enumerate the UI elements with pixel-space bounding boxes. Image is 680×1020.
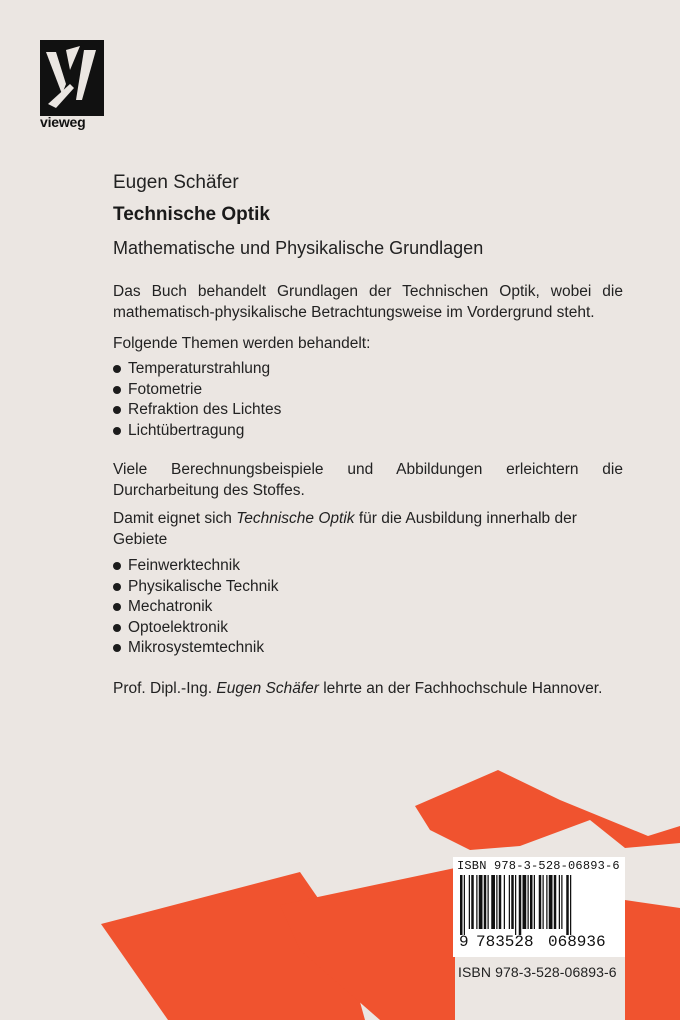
list-item: Mechatronik <box>113 597 278 618</box>
bullet-icon <box>113 603 121 611</box>
description-suitability: Damit eignet sich Technische Optik für die Ausbildung innerhalb der Gebiete <box>113 510 577 548</box>
list-item: Feinwerktechnik <box>113 556 278 577</box>
barcode-bar <box>534 875 535 929</box>
barcode-bar <box>476 875 477 929</box>
bullet-icon <box>113 365 121 373</box>
barcode-bar <box>515 875 516 935</box>
barcode-bar <box>539 875 542 929</box>
book-subtitle: Mathematische und Physikalische Grundlagen <box>113 238 484 258</box>
publisher-logo-text: vieweg <box>40 114 86 130</box>
barcode-bar <box>546 875 547 929</box>
bullet-icon <box>113 583 121 591</box>
barcode-bar <box>488 875 489 929</box>
book-title: Technische Optik <box>113 204 270 225</box>
barcode-bar <box>554 875 557 929</box>
list-item: Refraktion des Lichtes <box>113 400 281 421</box>
isbn-number: ISBN 978-3-528-06893-6 <box>458 964 617 980</box>
barcode-bar <box>469 875 470 929</box>
author-bio: Prof. Dipl.-Ing. Eugen Schäfer lehrte an der Fachhochschule Hannover. <box>113 680 603 697</box>
list-item: Optoelektronik <box>113 618 278 639</box>
barcode-isbn-top: ISBN 978-3-528-06893-6 <box>457 859 620 873</box>
bullet-icon <box>113 406 121 414</box>
topics-list <box>113 359 281 441</box>
barcode-bar <box>561 875 562 929</box>
topics-heading: Folgende Themen werden behandelt: <box>113 335 371 352</box>
barcode-bar <box>491 875 495 929</box>
ean-left-group: 783528 <box>476 933 534 951</box>
barcode-bar <box>570 875 571 935</box>
vieweg-logo-icon <box>40 40 104 116</box>
barcode-bar <box>496 875 497 929</box>
orange-shape-upper <box>415 770 680 850</box>
barcode-bar <box>471 875 474 929</box>
barcode-bar <box>543 875 544 929</box>
publisher-logo <box>40 40 104 116</box>
bullet-icon <box>113 427 121 435</box>
description-examples: Viele Berechnungsbeispiele und Abbildungen erleichtern die Durcharbeitung des Stoffes. <box>113 461 623 499</box>
barcode-icon <box>458 875 622 935</box>
barcode-bar <box>499 875 502 929</box>
barcode-bar <box>504 875 505 929</box>
barcode-bar <box>519 875 522 935</box>
list-item: Lichtübertragung <box>113 421 281 442</box>
book-author: Eugen Schäfer <box>113 172 239 193</box>
bullet-icon <box>113 624 121 632</box>
list-item: Fotometrie <box>113 380 281 401</box>
barcode-bar <box>566 875 569 935</box>
barcode-bar <box>528 875 529 929</box>
list-item: Mikrosystemtechnik <box>113 638 278 659</box>
ean-right-group: 068936 <box>548 933 606 951</box>
barcode-bar <box>559 875 560 929</box>
barcode-bar <box>530 875 533 929</box>
barcode-bar <box>484 875 487 929</box>
barcode-bar <box>464 875 465 935</box>
barcode-bar <box>523 875 527 929</box>
bullet-icon <box>113 562 121 570</box>
fields-list <box>113 556 278 659</box>
barcode-bar <box>509 875 510 929</box>
description-intro: Das Buch behandelt Grundlagen der Technischen Optik, wobei die mathematisch-physikalische Betrachtungsweise im Vordergrund steht. <box>113 283 623 321</box>
list-item: Temperaturstrahlung <box>113 359 281 380</box>
barcode-bar <box>511 875 514 929</box>
orange-shape-lower-right <box>625 900 680 1020</box>
list-item: Physikalische Technik <box>113 577 278 598</box>
barcode-bar <box>460 875 463 935</box>
barcode-bar <box>479 875 483 929</box>
bullet-icon <box>113 386 121 394</box>
bullet-icon <box>113 644 121 652</box>
ean-first-digit: 9 <box>459 933 469 951</box>
barcode-bar <box>549 875 553 929</box>
